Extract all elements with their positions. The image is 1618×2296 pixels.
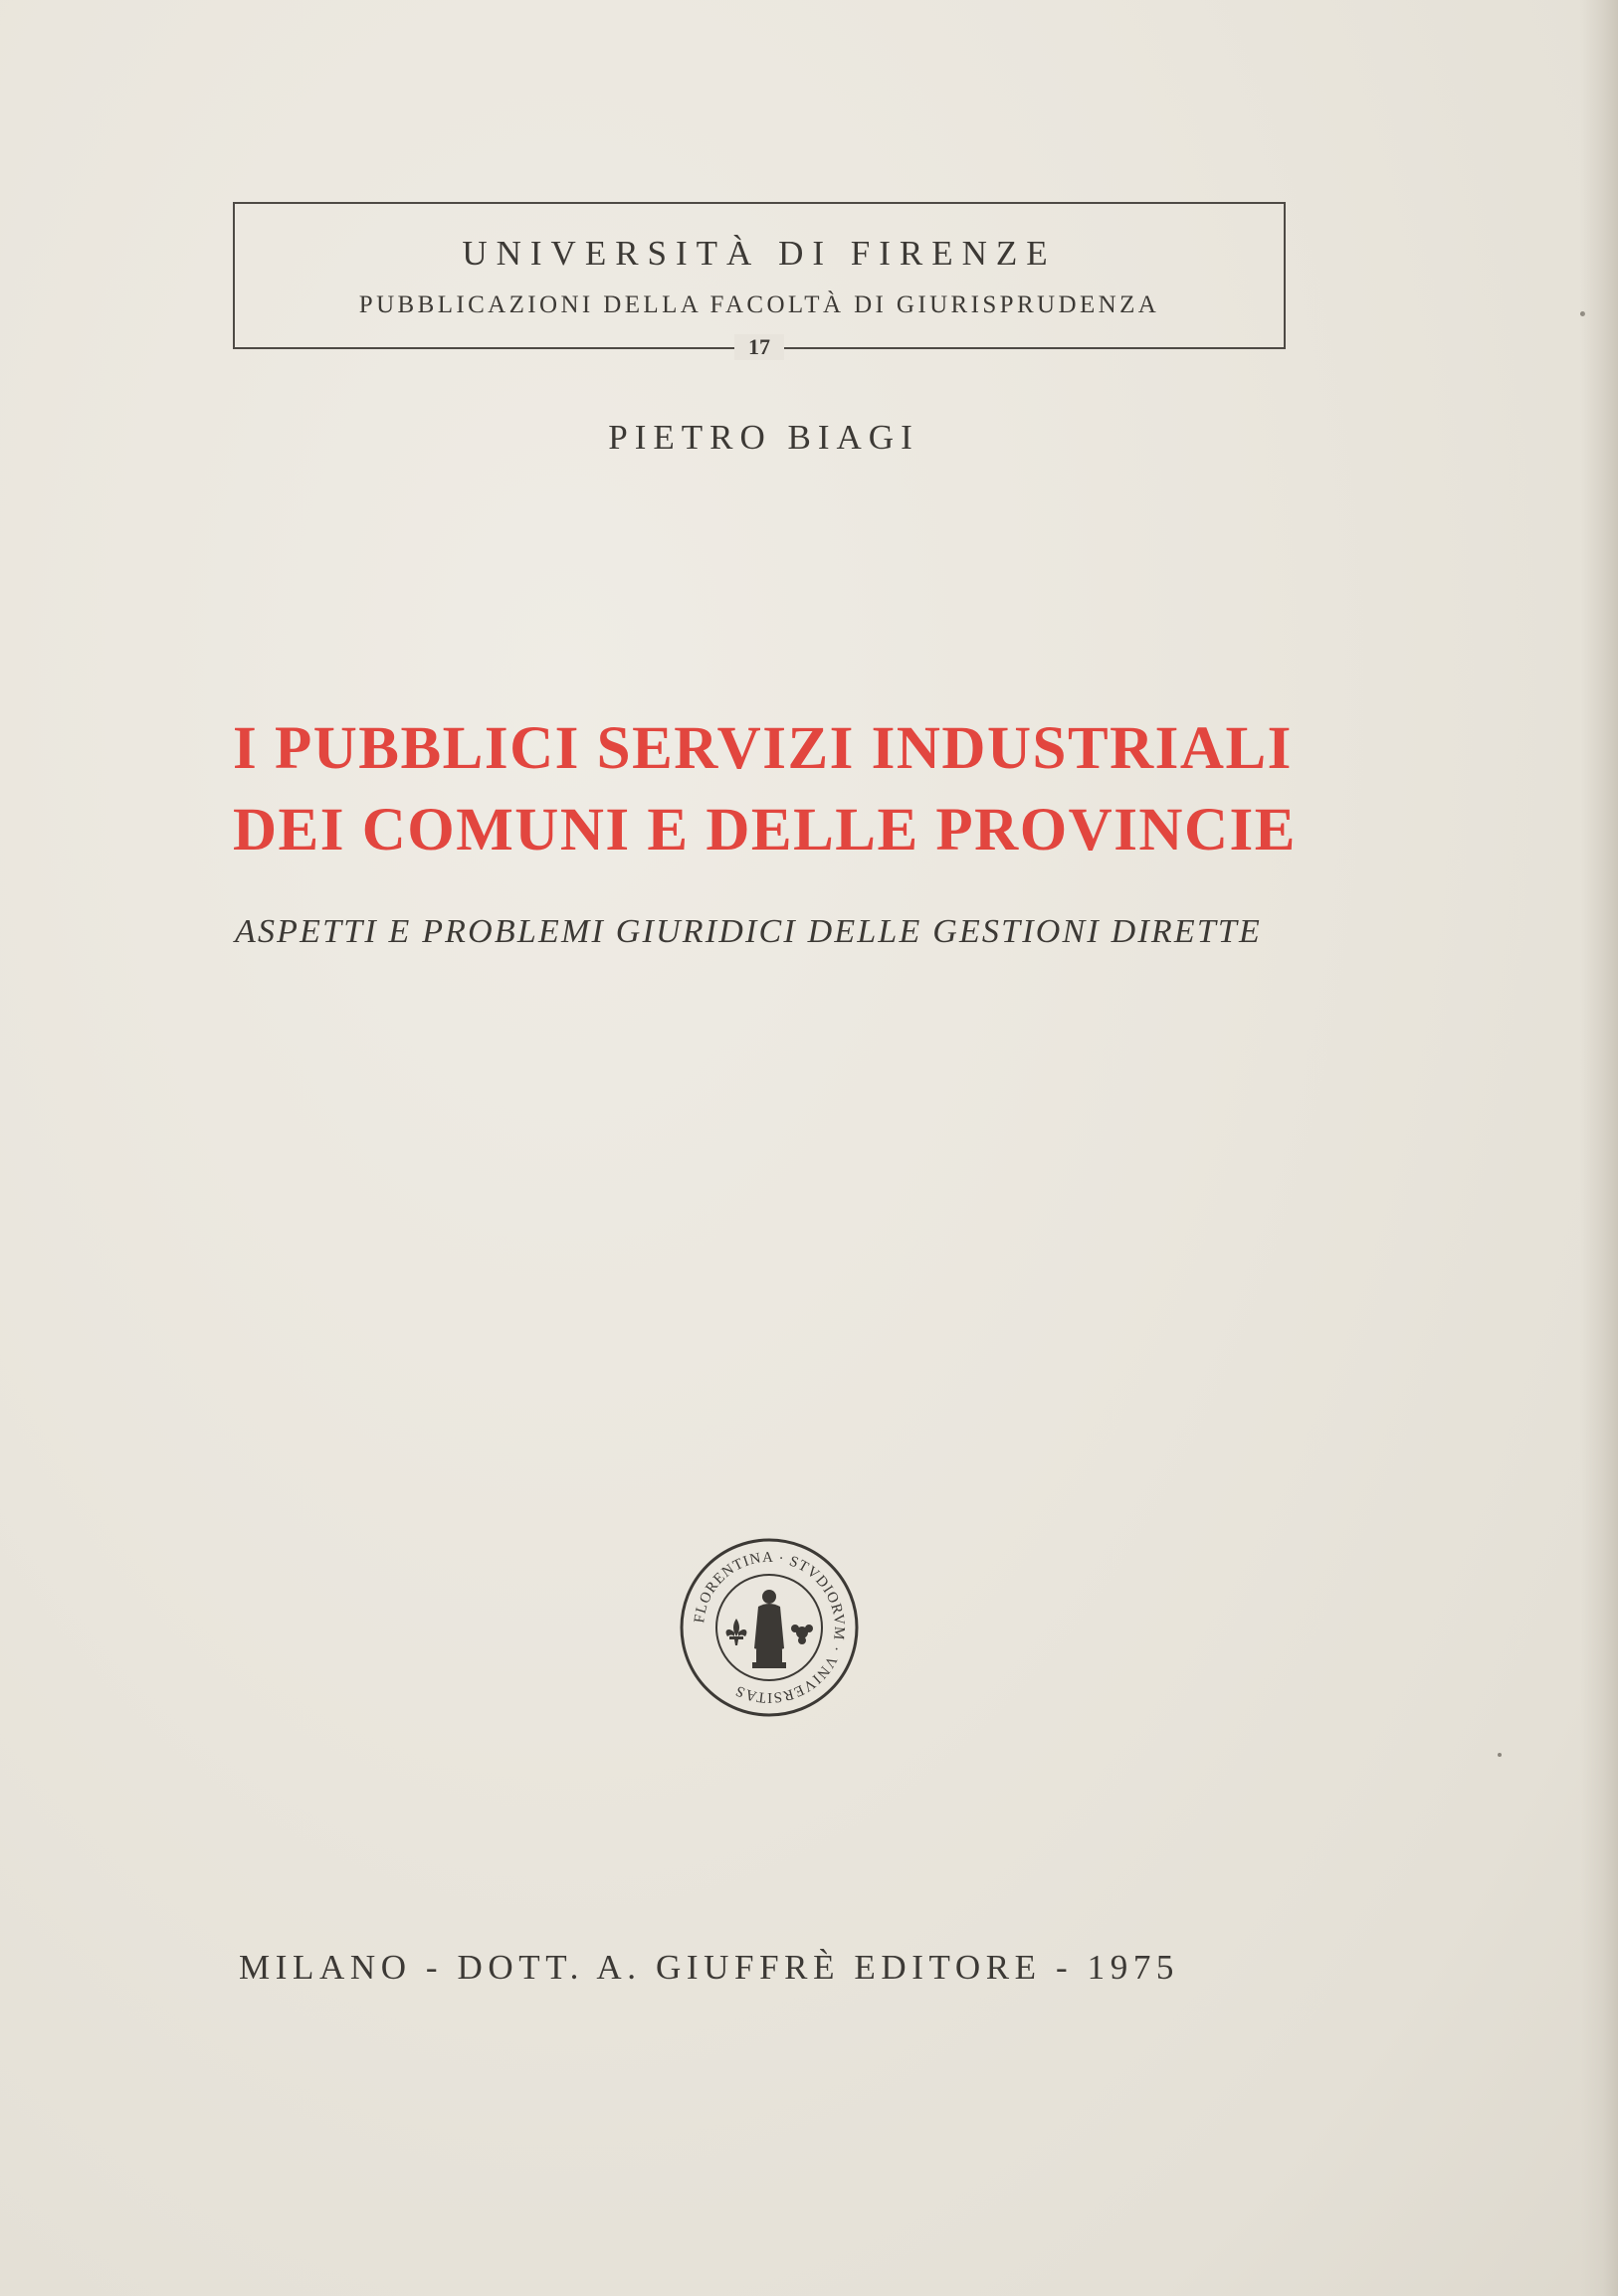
book-title-line-1: I PUBBLICI SERVIZI INDUSTRIALI: [233, 715, 1293, 782]
paper-speck: [1580, 311, 1585, 316]
publisher-imprint: MILANO - DOTT. A. GIUFFRÈ EDITORE - 1975: [239, 1948, 1180, 1987]
paper-speck: [1498, 1753, 1502, 1757]
series-collection: PUBBLICAZIONI DELLA FACOLTÀ DI GIURISPRUDENZA: [358, 291, 1160, 318]
book-subtitle: ASPETTI E PROBLEMI GIURIDICI DELLE GESTIONI DIRETTE: [235, 913, 1263, 950]
university-seal-icon: [679, 1537, 860, 1718]
book-title-line-2: DEI COMUNI E DELLE PROVINCIE: [233, 797, 1297, 863]
series-institution: UNIVERSITÀ DI FIRENZE: [462, 234, 1057, 273]
svg-text:FLORENTINA · STVDIORVM · VNIVE: FLORENTINA · STVDIORVM · VNIVERSITAS: [692, 1549, 848, 1706]
author-name: PIETRO BIAGI: [608, 418, 919, 457]
series-number: 17: [734, 334, 784, 360]
series-box: [233, 202, 1286, 359]
